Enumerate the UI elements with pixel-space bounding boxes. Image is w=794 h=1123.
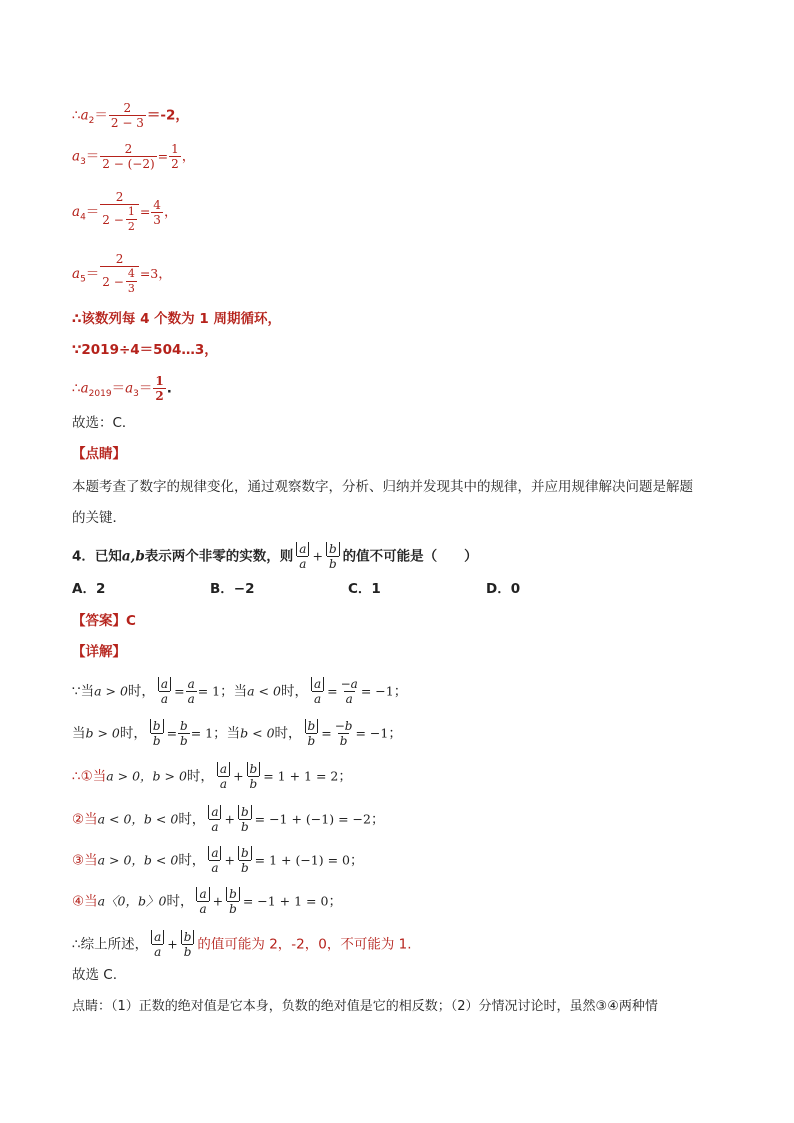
value: = −1 <box>355 725 389 741</box>
question-number: 4．已知 <box>72 548 122 565</box>
fraction: $\frac{-b}{b}$ <box>334 719 353 748</box>
question-4: 4．已知a,b表示两个非零的实数，则 $\frac{a}{a}$ + $\frac{b}{b}$ 的值不可能是（ ） <box>72 542 478 571</box>
var-a: a <box>72 204 81 220</box>
inner-fraction <box>126 205 137 234</box>
dianjing-body-2: 的关键． <box>72 510 126 526</box>
denominator: 2 <box>171 157 179 171</box>
fraction <box>109 101 146 130</box>
choose-text: 故选 C. <box>72 967 118 983</box>
text: 时， <box>119 725 147 742</box>
case-label: ④当 <box>72 893 98 910</box>
case-4: ④当a〈0，b〉0时， $\frac{a}{a}$ + $\frac{b}{b}$ = −1 + 1 = 0； <box>72 887 342 916</box>
text: ；当 <box>220 683 248 700</box>
abs-fraction-a: $\frac{a}{a}$ <box>309 677 326 706</box>
denominator: 2 − 3 <box>110 116 144 130</box>
equals: = <box>157 148 169 164</box>
denominator-term: 2 − <box>102 274 124 289</box>
value: = −1 + (−1) = −2 <box>254 811 371 827</box>
text: ； <box>338 768 352 785</box>
case-label: ②当 <box>72 811 98 828</box>
abs-fraction-a: $\frac{a}{a}$ <box>194 887 211 916</box>
numerator: 2 <box>124 142 133 156</box>
choose-answer-1 <box>72 414 135 432</box>
abs-fraction-a: $\frac{a}{a}$ <box>206 805 223 834</box>
subscript: 2 <box>88 116 95 127</box>
equals: = <box>139 266 151 281</box>
var-a: a <box>72 148 81 165</box>
abs-fraction-b: $\frac{b}{b}$ <box>324 542 342 571</box>
numerator: 4 <box>153 197 161 212</box>
comma: ， <box>158 266 172 282</box>
text: ； <box>350 852 364 869</box>
text: 时， <box>178 811 206 828</box>
note: 点睛：（1）正数的绝对值是它本身，负数的绝对值是它的相反数；（2）分情况讨论时，虽然③④两种情 <box>72 999 658 1014</box>
therefore-symbol: ∴ <box>72 107 81 124</box>
line-a5 <box>72 252 172 296</box>
option-a: A．2 <box>72 581 106 597</box>
fraction: $\frac{a}{a}$ <box>187 677 195 706</box>
question-suffix: 的值不可能是（ ） <box>342 548 478 565</box>
equals: ＝ <box>85 148 100 165</box>
option-d: D．0 <box>486 581 521 597</box>
text: 时， <box>280 683 308 700</box>
text: ； <box>393 683 408 700</box>
abs-fraction-b: $\frac{b}{b}$ <box>245 762 263 791</box>
subscript: 4 <box>80 212 86 223</box>
condition: a > 0，b > 0 <box>106 768 187 784</box>
result: ＝-2， <box>146 107 189 124</box>
equals: ＝ <box>138 380 153 397</box>
subscript: 3 <box>133 389 139 400</box>
equals: ＝ <box>111 380 126 397</box>
case-1: ∴①当a > 0，b > 0时， $\frac{a}{a}$ + $\frac{b}{b}$ = 1 + 1 = 2； <box>72 762 352 791</box>
numerator: 1 <box>155 374 164 388</box>
text: ∵当 <box>72 683 95 700</box>
summary: ∴综上所述， $\frac{a}{a}$ + $\frac{b}{b}$ 的值可能为 2，-2，0，不可能为 1. <box>72 930 412 959</box>
line-a2019 <box>72 374 172 403</box>
var-a: a <box>72 266 81 282</box>
option-c: C．1 <box>348 581 381 597</box>
condition: a > 0，b < 0 <box>97 852 179 868</box>
text: ； <box>388 725 402 742</box>
fraction-result <box>169 142 181 171</box>
equals: = <box>139 204 151 219</box>
detail-line-2: 当b > 0时， $\frac{b}{b}$ = $\frac{b}{b}$ = 1；当b < 0时， $\frac{b}{b}$ = $\frac{-b}{b}$ = −1； <box>72 719 402 748</box>
subscript: 2019 <box>88 389 112 400</box>
abs-fraction-a: $\frac{a}{a}$ <box>149 930 166 959</box>
subscript: 5 <box>80 274 86 285</box>
abs-fraction-b: $\frac{b}{b}$ <box>179 930 197 959</box>
abs-fraction-a: $\frac{a}{a}$ <box>294 542 311 571</box>
line-a3 <box>72 142 195 171</box>
text: 时， <box>178 852 206 869</box>
dianjing-body-1: 本题考查了数字的规律变化，通过观察数字，分析、归纳并发现其中的规律，并应用规律解决问题是解题 <box>72 479 693 495</box>
condition: a < 0 <box>247 683 281 699</box>
denominator <box>100 266 139 296</box>
division-statement: ∵2019÷4＝504…3， <box>72 342 218 358</box>
period: . <box>166 380 172 397</box>
numerator: 2 <box>115 190 124 204</box>
line-a4 <box>72 190 177 234</box>
numerator: 2 <box>123 101 132 115</box>
text: 时， <box>186 768 214 785</box>
fraction: $\frac{b}{b}$ <box>180 719 188 748</box>
comma: ， <box>163 204 178 220</box>
text: ； <box>328 893 342 910</box>
denominator <box>100 204 139 234</box>
denominator: 2 − (−2) <box>102 157 155 171</box>
condition: a < 0，b < 0 <box>97 811 179 827</box>
cycle-statement: ∴该数列每 4 个数为 1 周期循环， <box>72 311 281 327</box>
equals: ＝ <box>85 204 100 220</box>
var-a: a <box>80 107 89 124</box>
condition: a > 0 <box>94 683 128 699</box>
value: = −1 <box>360 683 394 699</box>
value: = 1 <box>197 683 221 699</box>
text: ；当 <box>213 725 241 742</box>
result: 3 <box>150 266 159 281</box>
fraction <box>100 190 139 234</box>
inner-fraction <box>126 267 137 296</box>
abs-fraction-b: $\frac{b}{b}$ <box>224 887 242 916</box>
detail-title: 【详解】 <box>72 644 126 660</box>
comma: ， <box>181 148 196 165</box>
abs-fraction-a: $\frac{a}{a}$ <box>156 677 173 706</box>
variables: a,b <box>121 548 145 565</box>
value: = −1 + 1 = 0 <box>242 893 329 909</box>
condition: b < 0 <box>240 725 275 741</box>
denominator: 3 <box>127 282 135 295</box>
numerator: 4 <box>127 267 135 280</box>
var-a: a <box>80 380 89 397</box>
detail-line-1: ∵当a > 0时， $\frac{a}{a}$ = $\frac{a}{a}$ = 1；当a < 0时， $\frac{a}{a}$ = $\frac{-a}{a}$ = −1； <box>72 677 408 706</box>
numerator: 1 <box>171 142 179 156</box>
equals: ＝ <box>85 266 100 282</box>
fraction: $\frac{-a}{a}$ <box>340 677 358 706</box>
value: = 1 <box>190 725 214 741</box>
var-a: a <box>125 380 134 397</box>
text: 时， <box>127 683 155 700</box>
numerator: 2 <box>115 252 124 266</box>
line-a2 <box>72 101 189 130</box>
numerator: 1 <box>127 205 135 218</box>
case-3: ③当a > 0，b < 0时， $\frac{a}{a}$ + $\frac{b}{b}$ = 1 + (−1) = 0； <box>72 846 364 875</box>
abs-fraction-b: $\frac{b}{b}$ <box>236 805 254 834</box>
equals: ＝ <box>94 107 108 124</box>
summary-result: 的值可能为 2，-2，0，不可能为 1. <box>197 936 412 953</box>
choose-answer-2 <box>72 966 117 984</box>
text: 时， <box>274 725 302 742</box>
condition: b > 0 <box>85 725 120 741</box>
value: = 1 + 1 = 2 <box>263 768 339 784</box>
text: 当 <box>72 725 86 742</box>
option-b: B．−2 <box>210 581 255 597</box>
text: 时， <box>166 893 194 910</box>
abs-fraction-a: $\frac{a}{a}$ <box>215 762 232 791</box>
abs-fraction-a: $\frac{a}{a}$ <box>206 846 223 875</box>
abs-fraction-b: $\frac{b}{b}$ <box>236 846 254 875</box>
therefore-symbol: ∴ <box>72 380 81 397</box>
case-label: ③当 <box>72 852 98 869</box>
text: ； <box>370 811 385 828</box>
denominator: 2 <box>155 389 164 403</box>
text: ∴综上所述， <box>72 936 149 953</box>
fraction <box>100 252 139 296</box>
fraction-result <box>153 374 165 403</box>
denominator: 3 <box>153 212 161 227</box>
value: = 1 + (−1) = 0 <box>254 852 351 868</box>
condition: a〈0，b〉0 <box>97 893 167 909</box>
fraction <box>100 142 156 171</box>
case-label: ∴①当 <box>72 768 107 785</box>
case-2: ②当a < 0，b < 0时， $\frac{a}{a}$ + $\frac{b}{b}$ = −1 + (−1) = −2； <box>72 805 385 834</box>
question-text: 表示两个非零的实数，则 <box>144 548 294 565</box>
fraction-result <box>151 198 163 227</box>
denominator: 2 <box>127 220 135 233</box>
subscript: 3 <box>80 157 86 168</box>
answer: 【答案】C <box>72 613 136 629</box>
abs-fraction-b: $\frac{b}{b}$ <box>148 719 166 748</box>
abs-fraction-b: $\frac{b}{b}$ <box>303 719 321 748</box>
choose-text: 故选：C． <box>72 415 136 431</box>
dianjing-title: 【点睛】 <box>72 446 126 462</box>
denominator-term: 2 − <box>102 212 124 227</box>
